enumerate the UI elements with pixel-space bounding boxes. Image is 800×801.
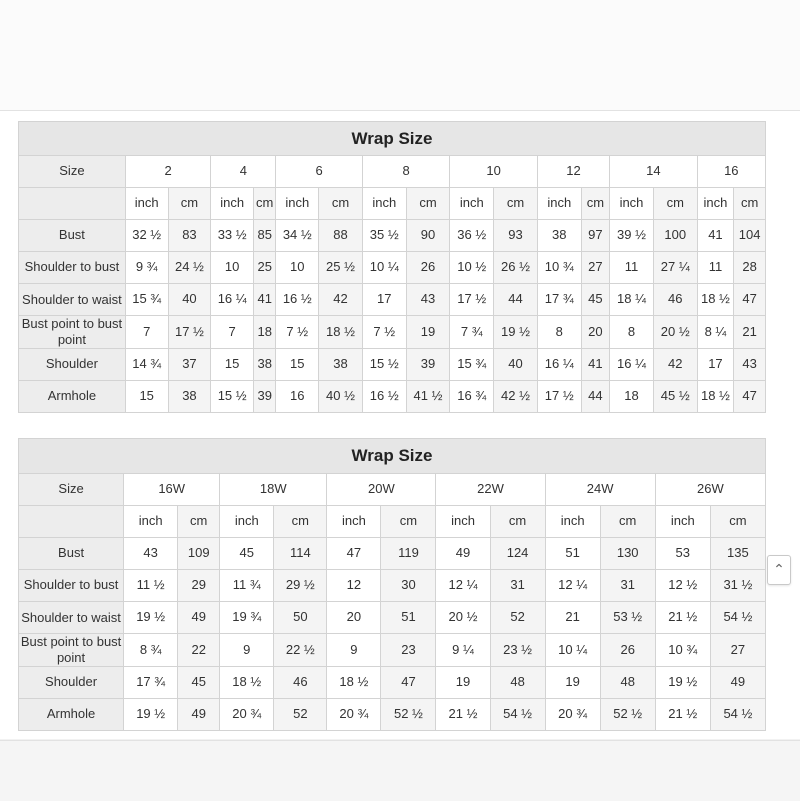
- unit-cm: cm: [274, 506, 327, 538]
- value-inch: 18 ¼: [610, 284, 654, 316]
- value-cm: 124: [490, 538, 545, 570]
- measurement-row: [19, 252, 766, 284]
- measurement-label: Bust point to bust point: [19, 316, 126, 349]
- value-inch: 18 ½: [220, 667, 274, 699]
- value-inch: 10 ½: [450, 252, 494, 284]
- value-inch: 21 ½: [655, 699, 710, 731]
- value-inch: 18 ½: [327, 667, 381, 699]
- value-cm: 85: [254, 220, 276, 252]
- value-cm: 49: [178, 602, 220, 634]
- measurement-row: [19, 381, 766, 413]
- value-cm: 44: [581, 381, 609, 413]
- measurement-label: Armhole: [19, 381, 126, 413]
- unit-inch: inch: [211, 188, 254, 220]
- value-cm: 130: [600, 538, 655, 570]
- value-cm: 18 ½: [319, 316, 363, 349]
- value-cm: 41: [254, 284, 276, 316]
- value-inch: 12 ¼: [436, 570, 490, 602]
- value-cm: 135: [710, 538, 765, 570]
- value-cm: 52: [274, 699, 327, 731]
- value-inch: 19 ½: [655, 667, 710, 699]
- value-cm: 42: [653, 349, 697, 381]
- value-inch: 12: [327, 570, 381, 602]
- unit-cm: cm: [319, 188, 363, 220]
- value-inch: 10: [211, 252, 254, 284]
- value-inch: 20: [327, 602, 381, 634]
- value-cm: 26 ½: [494, 252, 538, 284]
- size-header: 10: [450, 156, 538, 188]
- value-inch: 16 ½: [276, 284, 319, 316]
- value-inch: 9 ¾: [125, 252, 168, 284]
- value-cm: 22: [178, 634, 220, 667]
- value-cm: 47: [734, 284, 766, 316]
- value-inch: 17 ¾: [124, 667, 178, 699]
- size-header: 12: [537, 156, 609, 188]
- value-inch: 17 ½: [537, 381, 581, 413]
- unit-header-row: [19, 506, 766, 538]
- value-cm: 38: [168, 381, 211, 413]
- size-label: Size: [19, 156, 126, 188]
- value-inch: 10 ¼: [362, 252, 406, 284]
- size-header: 24W: [545, 474, 655, 506]
- value-cm: 90: [406, 220, 450, 252]
- unit-inch: inch: [537, 188, 581, 220]
- value-inch: 15 ¾: [450, 349, 494, 381]
- value-inch: 15: [125, 381, 168, 413]
- value-cm: 43: [406, 284, 450, 316]
- size-header: 20W: [327, 474, 436, 506]
- value-cm: 52 ½: [381, 699, 436, 731]
- value-cm: 26: [600, 634, 655, 667]
- value-cm: 31: [490, 570, 545, 602]
- measurement-label: Armhole: [19, 699, 124, 731]
- value-inch: 10 ¼: [545, 634, 600, 667]
- unit-cm: cm: [600, 506, 655, 538]
- value-cm: 83: [168, 220, 211, 252]
- measurement-row: [19, 538, 766, 570]
- value-cm: 42: [319, 284, 363, 316]
- value-inch: 20 ½: [436, 602, 490, 634]
- unit-inch: inch: [697, 188, 734, 220]
- value-cm: 19 ½: [494, 316, 538, 349]
- unit-cm: cm: [168, 188, 211, 220]
- unit-inch: inch: [327, 506, 381, 538]
- value-inch: 11: [610, 252, 654, 284]
- value-cm: 20: [581, 316, 609, 349]
- value-cm: 27 ¼: [653, 252, 697, 284]
- value-inch: 8: [610, 316, 654, 349]
- unit-cm: cm: [490, 506, 545, 538]
- value-inch: 36 ½: [450, 220, 494, 252]
- value-cm: 41: [581, 349, 609, 381]
- value-cm: 47: [381, 667, 436, 699]
- value-inch: 19: [436, 667, 490, 699]
- measurement-label: Shoulder to waist: [19, 602, 124, 634]
- value-inch: 12 ½: [655, 570, 710, 602]
- value-cm: 48: [600, 667, 655, 699]
- value-inch: 8: [537, 316, 581, 349]
- value-inch: 19 ½: [124, 699, 178, 731]
- value-inch: 15: [276, 349, 319, 381]
- measurement-label: Shoulder to bust: [19, 570, 124, 602]
- unit-cm: cm: [581, 188, 609, 220]
- measurement-row: [19, 699, 766, 731]
- measurement-row: [19, 667, 766, 699]
- value-cm: 29: [178, 570, 220, 602]
- value-inch: 10: [276, 252, 319, 284]
- value-cm: 104: [734, 220, 766, 252]
- value-inch: 19 ¾: [220, 602, 274, 634]
- value-cm: 19: [406, 316, 450, 349]
- value-inch: 16: [276, 381, 319, 413]
- value-inch: 9 ¼: [436, 634, 490, 667]
- value-inch: 15 ¾: [125, 284, 168, 316]
- value-inch: 38: [537, 220, 581, 252]
- value-cm: 52: [490, 602, 545, 634]
- size-header: 22W: [436, 474, 545, 506]
- unit-inch: inch: [220, 506, 274, 538]
- value-inch: 53: [655, 538, 710, 570]
- value-inch: 15 ½: [211, 381, 254, 413]
- value-cm: 46: [653, 284, 697, 316]
- value-cm: 54 ½: [710, 602, 765, 634]
- value-inch: 47: [327, 538, 381, 570]
- value-cm: 119: [381, 538, 436, 570]
- value-inch: 7: [125, 316, 168, 349]
- value-cm: 18: [254, 316, 276, 349]
- value-cm: 31 ½: [710, 570, 765, 602]
- value-inch: 39 ½: [610, 220, 654, 252]
- top-band: [0, 0, 800, 111]
- value-cm: 43: [734, 349, 766, 381]
- value-inch: 11 ¾: [220, 570, 274, 602]
- value-cm: 50: [274, 602, 327, 634]
- unit-row-label: [19, 506, 124, 538]
- measurement-label: Shoulder: [19, 349, 126, 381]
- measurement-row: [19, 349, 766, 381]
- value-inch: 14 ¾: [125, 349, 168, 381]
- value-cm: 93: [494, 220, 538, 252]
- size-header-row: [19, 156, 766, 188]
- value-cm: 49: [178, 699, 220, 731]
- value-inch: 20 ¾: [545, 699, 600, 731]
- value-cm: 47: [734, 381, 766, 413]
- value-cm: 52 ½: [600, 699, 655, 731]
- measurement-row: [19, 284, 766, 316]
- size-header: 16: [697, 156, 765, 188]
- value-cm: 49: [710, 667, 765, 699]
- value-inch: 32 ½: [125, 220, 168, 252]
- value-cm: 27: [710, 634, 765, 667]
- value-cm: 39: [406, 349, 450, 381]
- value-inch: 43: [124, 538, 178, 570]
- measurement-label: Shoulder: [19, 667, 124, 699]
- value-inch: 20 ¾: [327, 699, 381, 731]
- value-cm: 22 ½: [274, 634, 327, 667]
- value-cm: 30: [381, 570, 436, 602]
- value-inch: 19 ½: [124, 602, 178, 634]
- size-header: 16W: [124, 474, 220, 506]
- value-inch: 10 ¾: [655, 634, 710, 667]
- value-inch: 19: [545, 667, 600, 699]
- value-cm: 21: [734, 316, 766, 349]
- value-inch: 51: [545, 538, 600, 570]
- measurement-label: Shoulder to bust: [19, 252, 126, 284]
- value-cm: 88: [319, 220, 363, 252]
- unit-header-row: [19, 188, 766, 220]
- size-header: 6: [276, 156, 362, 188]
- value-inch: 20 ¾: [220, 699, 274, 731]
- value-cm: 45 ½: [653, 381, 697, 413]
- value-cm: 114: [274, 538, 327, 570]
- value-inch: 18: [610, 381, 654, 413]
- value-inch: 7 ¾: [450, 316, 494, 349]
- value-cm: 40: [494, 349, 538, 381]
- measurement-row: [19, 220, 766, 252]
- value-cm: 28: [734, 252, 766, 284]
- measurement-row: [19, 602, 766, 634]
- value-cm: 100: [653, 220, 697, 252]
- unit-inch: inch: [610, 188, 654, 220]
- size-header: 26W: [655, 474, 765, 506]
- value-inch: 18 ½: [697, 381, 734, 413]
- value-cm: 46: [274, 667, 327, 699]
- value-inch: 17: [697, 349, 734, 381]
- unit-cm: cm: [406, 188, 450, 220]
- measurement-row: [19, 316, 766, 349]
- value-inch: 7: [211, 316, 254, 349]
- value-inch: 18 ½: [697, 284, 734, 316]
- value-cm: 38: [319, 349, 363, 381]
- value-inch: 7 ½: [276, 316, 319, 349]
- unit-inch: inch: [655, 506, 710, 538]
- value-cm: 29 ½: [274, 570, 327, 602]
- unit-row-label: [19, 188, 126, 220]
- value-cm: 45: [581, 284, 609, 316]
- unit-inch: inch: [124, 506, 178, 538]
- value-inch: 34 ½: [276, 220, 319, 252]
- value-inch: 7 ½: [362, 316, 406, 349]
- measurement-label: Bust: [19, 538, 124, 570]
- size-label: Size: [19, 474, 124, 506]
- value-inch: 10 ¾: [537, 252, 581, 284]
- value-cm: 54 ½: [710, 699, 765, 731]
- value-inch: 12 ¼: [545, 570, 600, 602]
- value-cm: 27: [581, 252, 609, 284]
- value-inch: 16 ¼: [610, 349, 654, 381]
- unit-cm: cm: [710, 506, 765, 538]
- unit-cm: cm: [494, 188, 538, 220]
- size-header: 2: [125, 156, 210, 188]
- value-inch: 8 ¼: [697, 316, 734, 349]
- scroll-to-top-button[interactable]: [767, 555, 791, 585]
- unit-inch: inch: [450, 188, 494, 220]
- value-inch: 45: [220, 538, 274, 570]
- value-cm: 44: [494, 284, 538, 316]
- value-cm: 54 ½: [490, 699, 545, 731]
- value-inch: 16 ¼: [537, 349, 581, 381]
- unit-cm: cm: [653, 188, 697, 220]
- value-inch: 49: [436, 538, 490, 570]
- value-cm: 17 ½: [168, 316, 211, 349]
- value-inch: 17 ¾: [537, 284, 581, 316]
- value-cm: 48: [490, 667, 545, 699]
- value-cm: 38: [254, 349, 276, 381]
- value-cm: 20 ½: [653, 316, 697, 349]
- unit-cm: cm: [381, 506, 436, 538]
- value-inch: 16 ¾: [450, 381, 494, 413]
- measurement-label: Bust: [19, 220, 126, 252]
- value-inch: 16 ½: [362, 381, 406, 413]
- size-chart-table-plus: [18, 438, 766, 731]
- value-cm: 31: [600, 570, 655, 602]
- value-inch: 11: [697, 252, 734, 284]
- unit-cm: cm: [254, 188, 276, 220]
- size-header: 8: [362, 156, 450, 188]
- table-title: Wrap Size: [19, 439, 766, 474]
- value-inch: 17: [362, 284, 406, 316]
- value-cm: 37: [168, 349, 211, 381]
- value-inch: 9: [220, 634, 274, 667]
- value-inch: 16 ¼: [211, 284, 254, 316]
- unit-inch: inch: [362, 188, 406, 220]
- value-inch: 9: [327, 634, 381, 667]
- value-cm: 42 ½: [494, 381, 538, 413]
- measurement-row: [19, 570, 766, 602]
- value-cm: 41 ½: [406, 381, 450, 413]
- value-inch: 8 ¾: [124, 634, 178, 667]
- value-cm: 51: [381, 602, 436, 634]
- value-cm: 25: [254, 252, 276, 284]
- value-cm: 23: [381, 634, 436, 667]
- size-chart-table-regular: [18, 121, 766, 413]
- value-cm: 25 ½: [319, 252, 363, 284]
- size-header: 4: [211, 156, 276, 188]
- unit-inch: inch: [436, 506, 490, 538]
- value-cm: 109: [178, 538, 220, 570]
- value-inch: 17 ½: [450, 284, 494, 316]
- value-inch: 21 ½: [655, 602, 710, 634]
- value-cm: 39: [254, 381, 276, 413]
- bottom-band: [0, 740, 800, 801]
- unit-inch: inch: [276, 188, 319, 220]
- value-inch: 15: [211, 349, 254, 381]
- size-header: 14: [610, 156, 698, 188]
- value-cm: 23 ½: [490, 634, 545, 667]
- double-chevron-up-icon: ⌃: [773, 562, 785, 578]
- unit-inch: inch: [545, 506, 600, 538]
- size-header-row: [19, 474, 766, 506]
- size-header: 18W: [220, 474, 327, 506]
- unit-cm: cm: [178, 506, 220, 538]
- measurement-label: Shoulder to waist: [19, 284, 126, 316]
- value-cm: 40: [168, 284, 211, 316]
- value-inch: 21: [545, 602, 600, 634]
- value-cm: 24 ½: [168, 252, 211, 284]
- value-inch: 11 ½: [124, 570, 178, 602]
- value-cm: 26: [406, 252, 450, 284]
- unit-inch: inch: [125, 188, 168, 220]
- measurement-label: Bust point to bust point: [19, 634, 124, 667]
- value-cm: 97: [581, 220, 609, 252]
- value-inch: 15 ½: [362, 349, 406, 381]
- table-title: Wrap Size: [19, 122, 766, 156]
- value-cm: 45: [178, 667, 220, 699]
- value-cm: 40 ½: [319, 381, 363, 413]
- value-cm: 53 ½: [600, 602, 655, 634]
- value-inch: 35 ½: [362, 220, 406, 252]
- unit-cm: cm: [734, 188, 766, 220]
- value-inch: 41: [697, 220, 734, 252]
- value-inch: 21 ½: [436, 699, 490, 731]
- value-inch: 33 ½: [211, 220, 254, 252]
- measurement-row: [19, 634, 766, 667]
